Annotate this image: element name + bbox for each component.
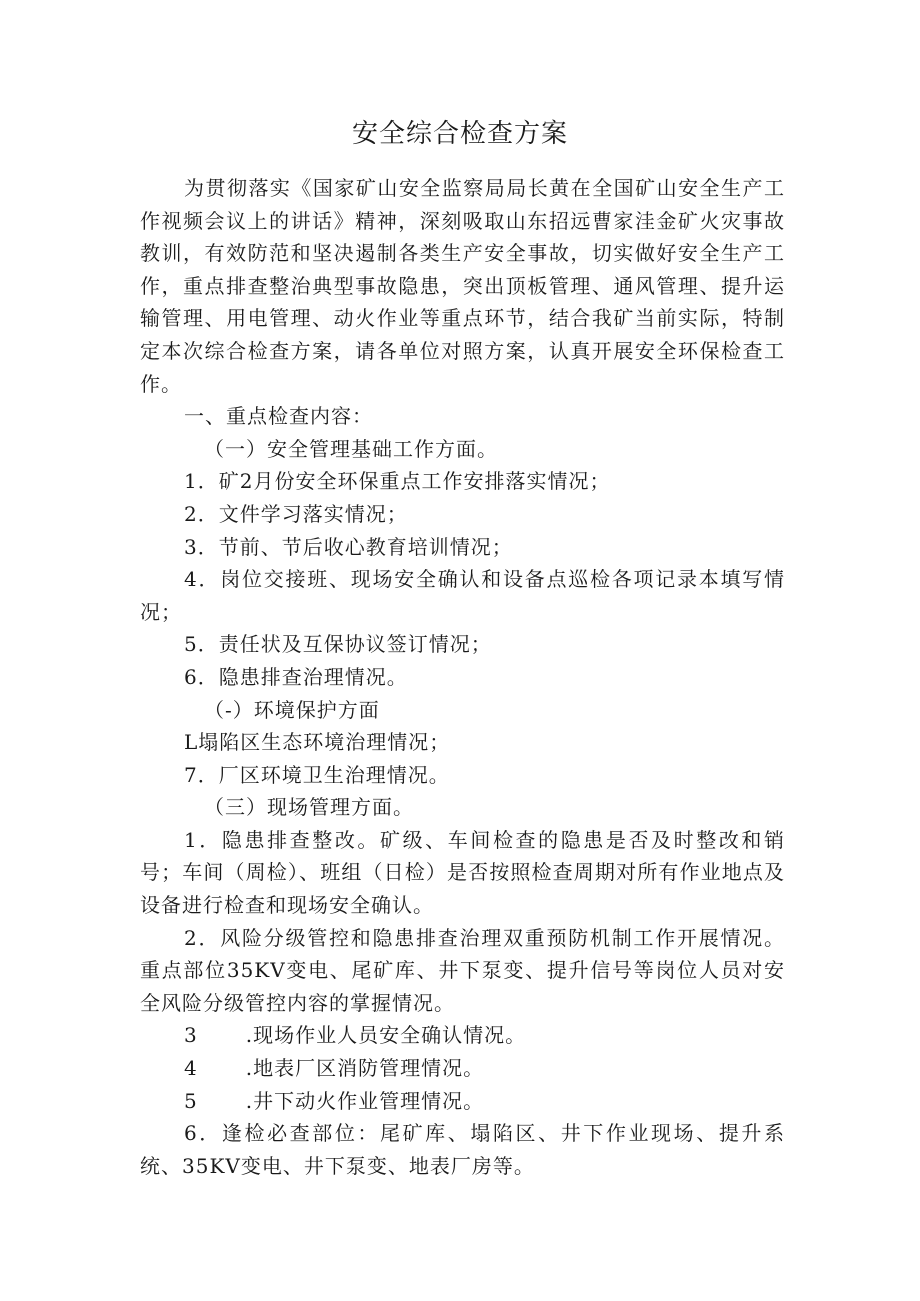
- list-item: 1．隐患排查整改。矿级、车间检查的隐患是否及时整改和销号；车间（周检）、班组（日检）是否按照检查周期对所有作业地点及设备进行检查和现场安全确认。: [140, 827, 785, 918]
- list-item-text: .现场作业人员安全确认情况。: [245, 1023, 527, 1048]
- list-item: 6．逢检必查部位：尾矿库、塌陷区、井下作业现场、提升系统、35KV变电、井下泵变、地表厂房等。: [140, 1121, 785, 1178]
- subsection-heading: （-）环境保护方面: [204, 697, 380, 722]
- list-item: [140, 1052, 785, 1085]
- list-item: 2．文件学习落实情况；: [184, 501, 408, 526]
- list-item-number: 4: [184, 1056, 198, 1081]
- document-body: [140, 172, 785, 1182]
- list-item-text: .地表厂区消防管理情况。: [245, 1056, 485, 1081]
- subsection-heading: （三）现场管理方面。: [204, 795, 414, 820]
- list-item-number: 5: [184, 1088, 198, 1113]
- list-item: 4．岗位交接班、现场安全确认和设备点巡检各项记录本填写情况；: [140, 567, 785, 624]
- list-item: [140, 1085, 785, 1118]
- list-item: 7．厂区环境卫生治理情况。: [184, 762, 450, 787]
- list-item: [140, 1019, 785, 1052]
- intro-paragraph: 为贯彻落实《国家矿山安全监察局局长黄在全国矿山安全生产工作视频会议上的讲话》精神，深刻吸取山东招远曹家洼金矿火灾事故教训，有效防范和坚决遏制各类生产安全事故，切实做好安全生产工作，重点排查整治典型事故隐患，突出顶板管理、通风管理、提升运输管理、用电管理、动火作业等重点环节，结合我矿当前实际，特制定本次综合检查方案，请各单位对照方案，认真开展安全环保检查工作。: [140, 176, 785, 396]
- list-item: 1．矿2月份安全环保重点工作安排落实情况；: [184, 469, 611, 494]
- list-item: 3．节前、节后收心教育培训情况；: [184, 534, 513, 559]
- list-item-text: .井下动火作业管理情况。: [245, 1088, 485, 1113]
- document-title: 安全综合检查方案: [351, 119, 568, 149]
- list-item: L塌陷区生态环境治理情况；: [184, 730, 451, 755]
- subsection-heading: （一）安全管理基础工作方面。: [204, 436, 498, 461]
- list-item: 6．隐患排查治理情况。: [184, 664, 408, 689]
- list-item: 2．风险分级管控和隐患排查治理双重预防机制工作开展情况。重点部位35KV变电、尾矿库、井下泵变、提升信号等岗位人员对安全风险分级管控内容的掌握情况。: [140, 925, 785, 1015]
- section-heading: 一、重点检查内容：: [184, 404, 373, 429]
- list-item: 5．责任状及互保协议签订情况；: [184, 632, 492, 657]
- list-item-number: 3: [184, 1023, 198, 1048]
